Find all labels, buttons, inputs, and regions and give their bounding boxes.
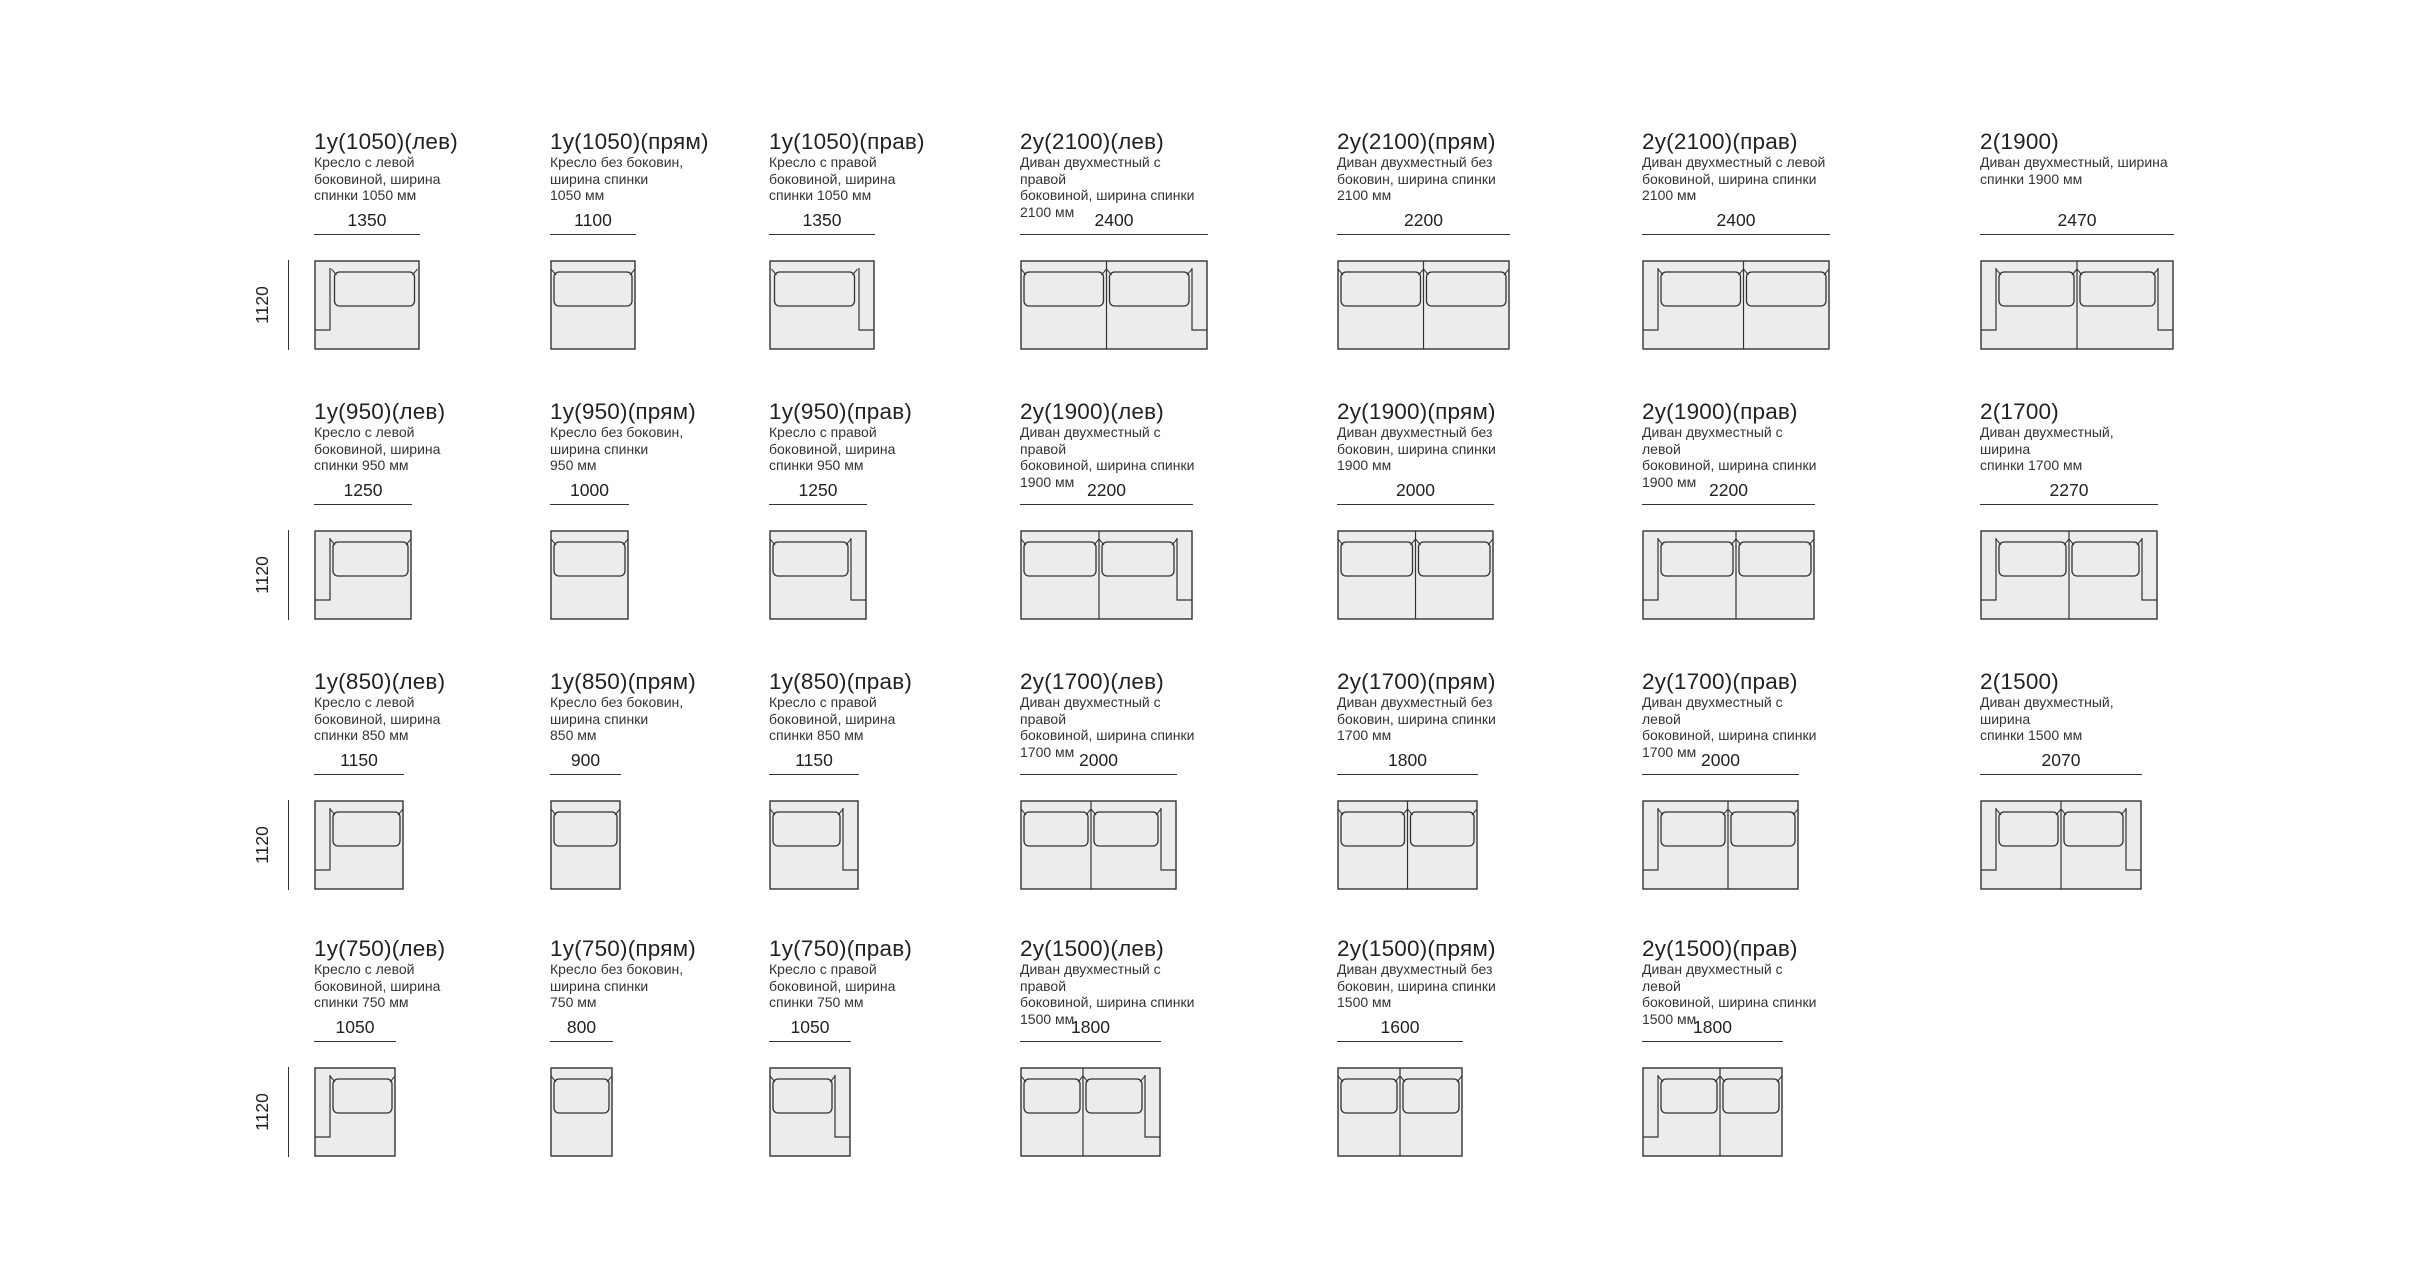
width-dimension-line	[550, 234, 636, 235]
width-dimension-line	[1642, 774, 1799, 775]
sofa-plan-drawing	[550, 530, 629, 620]
back-cushion	[773, 1079, 832, 1113]
module-title: 2у(1500)(прям)	[1337, 936, 1496, 961]
width-dimension-line	[769, 504, 867, 505]
width-dimension-line	[314, 774, 404, 775]
module-title: 2(1700)	[1980, 399, 2059, 424]
sofa-plan-drawing	[1337, 1067, 1463, 1157]
back-cushion	[1024, 272, 1104, 306]
sofa-plan-drawing	[550, 260, 636, 350]
width-dimension-line	[1980, 504, 2158, 505]
width-dimension-line	[1980, 234, 2174, 235]
sofa-plan-drawing	[1020, 530, 1193, 620]
width-dimension-label: 1250	[343, 480, 383, 500]
width-dimension-label: 2400	[1716, 210, 1756, 230]
width-dimension-line	[1337, 774, 1478, 775]
width-dimension-line	[314, 504, 412, 505]
module-description: Диван двухместный без боковин, ширина спинки 1900 мм	[1337, 424, 1496, 473]
sofa-plan-drawing	[314, 800, 404, 890]
width-dimension-label: 1100	[574, 210, 612, 230]
depth-label: 1120	[252, 286, 272, 324]
module-title: 2у(1900)(прав)	[1642, 399, 1798, 424]
module-description: Диван двухместный с правой боковиной, ширина спинки 1500 мм	[1020, 961, 1195, 1027]
sofa-module	[550, 937, 730, 1161]
module-title: 1у(850)(прав)	[769, 669, 913, 694]
module-description: Кресло с правой боковиной, ширина спинки 850 мм	[769, 694, 896, 743]
sofa-module	[314, 670, 494, 894]
module-description: Диван двухместный с левой боковиной, ширина спинки 1700 мм	[1642, 694, 1817, 760]
module-title: 2(1900)	[1980, 129, 2059, 154]
module-description: Диван двухместный с правой боковиной, ширина спинки 2100 мм	[1020, 154, 1195, 220]
width-dimension-line	[550, 504, 629, 505]
sofa-plan-drawing	[769, 800, 859, 890]
width-dimension-line	[1020, 1041, 1161, 1042]
module-description: Кресло без боковин, ширина спинки 1050 мм	[550, 154, 684, 203]
module-description: Диван двухместный без боковин, ширина спинки 1700 мм	[1337, 694, 1496, 743]
module-description: Кресло с левой боковиной, ширина спинки 950 мм	[314, 424, 441, 473]
back-cushion	[333, 1079, 392, 1113]
back-cushion	[1403, 1079, 1459, 1113]
sofa-module	[1642, 937, 1822, 1161]
width-dimension-line	[550, 774, 621, 775]
width-dimension-label: 2000	[1701, 750, 1740, 770]
module-description: Кресло без боковин, ширина спинки 750 мм	[550, 961, 684, 1010]
width-dimension-label: 1600	[1380, 1017, 1420, 1037]
width-dimension-label: 2000	[1079, 750, 1118, 770]
module-title: 2(1500)	[1980, 669, 2059, 694]
sofa-plan-drawing	[314, 1067, 396, 1157]
sofa-module	[314, 937, 494, 1161]
module-title: 2у(2100)(прав)	[1642, 129, 1798, 154]
sofa-plan-drawing	[769, 1067, 851, 1157]
back-cushion	[1024, 542, 1096, 576]
sofa-plan-drawing	[1020, 260, 1208, 350]
depth-line	[288, 800, 289, 890]
width-dimension-label: 900	[570, 750, 601, 770]
back-cushion	[1341, 1079, 1397, 1113]
sofa-module	[1980, 400, 2160, 624]
width-dimension-label: 2400	[1094, 210, 1134, 230]
sofa-plan-drawing	[1980, 260, 2174, 350]
back-cushion	[1747, 272, 1827, 306]
width-dimension-label: 2270	[2049, 480, 2089, 500]
module-title: 1у(750)(прав)	[769, 936, 913, 961]
depth-label: 1120	[252, 556, 272, 594]
sofa-plan-drawing	[1337, 800, 1478, 890]
sofa-plan-drawing	[1980, 530, 2158, 620]
back-cushion	[1419, 542, 1491, 576]
sofa-plan-drawing	[550, 1067, 613, 1157]
depth-line	[288, 1067, 289, 1157]
module-title: 2у(2100)(лев)	[1020, 129, 1164, 154]
module-title: 2у(1500)(лев)	[1020, 936, 1164, 961]
back-cushion	[333, 542, 408, 576]
back-cushion	[554, 812, 617, 846]
width-dimension-label: 1350	[802, 210, 842, 230]
back-cushion	[2072, 542, 2139, 576]
depth-label: 1120	[252, 826, 272, 864]
width-dimension-line	[550, 1041, 613, 1042]
module-title: 1у(950)(прям)	[550, 399, 696, 424]
sofa-plan-drawing	[1337, 530, 1494, 620]
sofa-module	[1642, 130, 1830, 354]
module-description: Диван двухместный, ширина спинки 1700 мм	[1980, 424, 2114, 473]
module-description: Диван двухместный без боковин, ширина спинки 2100 мм	[1337, 154, 1496, 203]
back-cushion	[1661, 542, 1733, 576]
width-dimension-label: 1150	[340, 750, 378, 770]
sofa-plan-drawing	[1980, 800, 2142, 890]
sofa-plan-drawing	[1642, 1067, 1783, 1157]
width-dimension-label: 2200	[1404, 210, 1443, 230]
back-cushion	[1731, 812, 1795, 846]
back-cushion	[1999, 542, 2066, 576]
width-dimension-label: 1800	[1388, 750, 1427, 770]
back-cushion	[1661, 272, 1741, 306]
module-description: Кресло с левой боковиной, ширина спинки 1050 мм	[314, 154, 441, 203]
width-dimension-line	[1020, 504, 1193, 505]
back-cushion	[1341, 812, 1405, 846]
sofa-module	[769, 130, 949, 354]
sofa-module	[1980, 670, 2160, 894]
width-dimension-label: 2000	[1396, 480, 1435, 500]
width-dimension-label: 800	[566, 1017, 597, 1037]
module-description: Кресло без боковин, ширина спинки 950 мм	[550, 424, 684, 473]
module-title: 2у(1900)(лев)	[1020, 399, 1164, 424]
width-dimension-line	[1337, 504, 1494, 505]
width-dimension-label: 2200	[1709, 480, 1748, 500]
sofa-plan-drawing	[1642, 530, 1815, 620]
width-dimension-label: 1250	[798, 480, 838, 500]
sofa-plan-drawing	[1642, 260, 1830, 350]
module-title: 1у(750)(лев)	[314, 936, 446, 961]
module-description: Диван двухместный с левой боковиной, ширина спинки 1900 мм	[1642, 424, 1817, 490]
back-cushion	[2064, 812, 2123, 846]
module-title: 2у(1700)(прям)	[1337, 669, 1496, 694]
sofa-module	[314, 400, 494, 624]
sofa-module	[1020, 400, 1200, 624]
back-cushion	[1999, 272, 2074, 306]
back-cushion	[1661, 812, 1725, 846]
width-dimension-label: 2470	[2057, 210, 2097, 230]
module-title: 1у(850)(лев)	[314, 669, 446, 694]
back-cushion	[773, 542, 848, 576]
module-title: 1у(1050)(прям)	[550, 129, 709, 154]
width-dimension-line	[314, 1041, 396, 1042]
width-dimension-label: 1800	[1071, 1017, 1110, 1037]
sofa-module	[769, 400, 949, 624]
module-title: 2у(1700)(прав)	[1642, 669, 1798, 694]
sofa-module	[769, 937, 949, 1161]
width-dimension-line	[769, 1041, 851, 1042]
width-dimension-line	[1020, 774, 1177, 775]
width-dimension-line	[1980, 774, 2142, 775]
width-dimension-label: 2200	[1087, 480, 1126, 500]
back-cushion	[1999, 812, 2058, 846]
sofa-plan-drawing	[1337, 260, 1510, 350]
module-title: 2у(1500)(прав)	[1642, 936, 1798, 961]
back-cushion	[1086, 1079, 1142, 1113]
back-cushion	[1024, 812, 1088, 846]
back-cushion	[1024, 1079, 1080, 1113]
module-description: Диван двухместный, ширина спинки 1900 мм	[1980, 154, 2168, 187]
width-dimension-line	[1020, 234, 1208, 235]
module-description: Диван двухместный с левой боковиной, ширина спинки 2100 мм	[1642, 154, 1826, 203]
sofa-plan-drawing	[550, 800, 621, 890]
depth-label: 1120	[252, 1093, 272, 1131]
module-title: 1у(1050)(прав)	[769, 129, 925, 154]
sofa-module	[550, 130, 730, 354]
module-description: Диван двухместный с левой боковиной, ширина спинки 1500 мм	[1642, 961, 1817, 1027]
sofa-plan-drawing	[769, 260, 875, 350]
sofa-plan-drawing	[314, 530, 412, 620]
sofa-plan-drawing	[314, 260, 420, 350]
module-title: 1у(950)(прав)	[769, 399, 913, 424]
width-dimension-line	[769, 234, 875, 235]
back-cushion	[1661, 1079, 1717, 1113]
sofa-module	[769, 670, 949, 894]
width-dimension-line	[769, 774, 859, 775]
module-title: 1у(950)(лев)	[314, 399, 446, 424]
sofa-plan-drawing	[769, 530, 867, 620]
back-cushion	[2080, 272, 2155, 306]
module-description: Кресло с левой боковиной, ширина спинки 750 мм	[314, 961, 441, 1010]
back-cushion	[1427, 272, 1507, 306]
module-description: Кресло с левой боковиной, ширина спинки 850 мм	[314, 694, 441, 743]
module-description: Диван двухместный, ширина спинки 1500 мм	[1980, 694, 2114, 743]
width-dimension-line	[1337, 234, 1510, 235]
sofa-plan-drawing	[1020, 1067, 1161, 1157]
sofa-module	[550, 400, 730, 624]
module-description: Кресло без боковин, ширина спинки 850 мм	[550, 694, 684, 743]
back-cushion	[1341, 542, 1413, 576]
module-title: 1у(1050)(лев)	[314, 129, 458, 154]
back-cushion	[335, 272, 415, 306]
sofa-module	[1337, 400, 1517, 624]
module-description: Кресло с правой боковиной, ширина спинки 1050 мм	[769, 154, 896, 203]
sofa-module	[1337, 937, 1517, 1161]
back-cushion	[1102, 542, 1174, 576]
sofa-plan-drawing	[1642, 800, 1799, 890]
width-dimension-label: 1150	[795, 750, 833, 770]
back-cushion	[554, 1079, 609, 1113]
back-cushion	[554, 542, 625, 576]
width-dimension-label: 1800	[1693, 1017, 1732, 1037]
back-cushion	[1094, 812, 1158, 846]
back-cushion	[1411, 812, 1475, 846]
depth-line	[288, 530, 289, 620]
width-dimension-label: 1000	[570, 480, 609, 500]
sofa-module	[1020, 937, 1200, 1161]
sofa-module	[1020, 670, 1200, 894]
back-cushion	[554, 272, 632, 306]
sofa-module	[1337, 130, 1517, 354]
sofa-module	[1337, 670, 1517, 894]
width-dimension-label: 1350	[347, 210, 387, 230]
back-cushion	[1110, 272, 1190, 306]
module-description: Диван двухместный с правой боковиной, ширина спинки 1900 мм	[1020, 424, 1195, 490]
sofa-module	[1020, 130, 1208, 354]
sofa-module	[1642, 400, 1822, 624]
width-dimension-line	[1642, 234, 1830, 235]
sofa-plan-drawing	[1020, 800, 1177, 890]
width-dimension-line	[1337, 1041, 1463, 1042]
back-cushion	[773, 812, 840, 846]
module-description: Кресло с правой боковиной, ширина спинки 950 мм	[769, 424, 896, 473]
module-description: Диван двухместный без боковин, ширина спинки 1500 мм	[1337, 961, 1496, 1010]
back-cushion	[775, 272, 855, 306]
width-dimension-label: 1050	[335, 1017, 375, 1037]
width-dimension-line	[1642, 504, 1815, 505]
module-title: 2у(1700)(лев)	[1020, 669, 1164, 694]
sofa-module	[314, 130, 494, 354]
module-description: Диван двухместный с правой боковиной, ширина спинки 1700 мм	[1020, 694, 1195, 760]
back-cushion	[1723, 1079, 1779, 1113]
module-title: 1у(750)(прям)	[550, 936, 696, 961]
sofa-module	[1642, 670, 1822, 894]
back-cushion	[1739, 542, 1811, 576]
width-dimension-label: 1050	[790, 1017, 830, 1037]
module-title: 2у(1900)(прям)	[1337, 399, 1496, 424]
width-dimension-line	[1642, 1041, 1783, 1042]
module-title: 1у(850)(прям)	[550, 669, 696, 694]
sofa-module	[1980, 130, 2174, 354]
width-dimension-line	[314, 234, 420, 235]
module-description: Кресло с правой боковиной, ширина спинки 750 мм	[769, 961, 896, 1010]
back-cushion	[1341, 272, 1421, 306]
sofa-module	[550, 670, 730, 894]
module-title: 2у(2100)(прям)	[1337, 129, 1496, 154]
depth-line	[288, 260, 289, 350]
width-dimension-label: 2070	[2041, 750, 2081, 770]
back-cushion	[333, 812, 400, 846]
